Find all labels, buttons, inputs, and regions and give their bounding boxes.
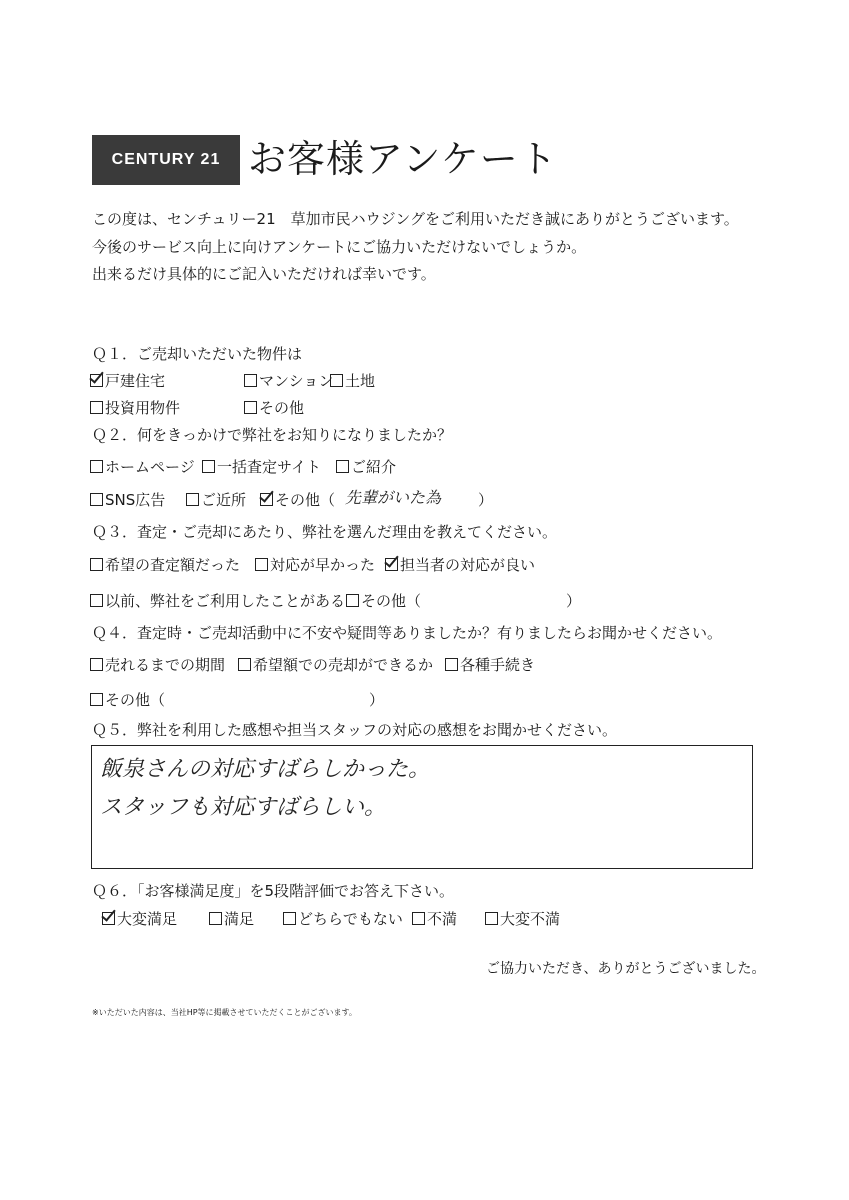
checkbox[interactable] <box>336 460 349 473</box>
checkbox[interactable] <box>346 594 359 607</box>
checkbox[interactable] <box>90 658 103 671</box>
q6-option-satisfied[interactable]: 満足 <box>209 908 254 929</box>
q6-option-neutral[interactable]: どちらでもない <box>283 908 403 929</box>
q2-option-introduction[interactable]: ご紹介 <box>336 456 396 477</box>
q4-option-docs[interactable]: 各種手続き <box>445 654 535 675</box>
checkbox[interactable] <box>330 374 343 387</box>
q5-handwritten-line-1: 飯泉さんの対応すばらしかった。 <box>100 757 431 782</box>
q3-option-staff[interactable]: 担当者の対応が良い <box>385 554 535 575</box>
q2-option-neighbor[interactable]: ご近所 <box>186 489 246 510</box>
q4-question: Ｑ４．査定時・ご売却活動中に不安や疑問等ありましたか？有りましたらお聞かせください。 <box>92 624 723 642</box>
q6-option-very-dissatisfied[interactable]: 大変不満 <box>485 908 560 929</box>
q2-close-paren: ） <box>478 491 494 509</box>
q1-option-invest[interactable]: 投資用物件 <box>90 397 180 418</box>
q3-option-other[interactable]: その他（ <box>346 590 421 611</box>
checkbox[interactable] <box>244 401 257 414</box>
q2-option-homepage[interactable]: ホームページ <box>90 456 195 477</box>
q4-option-price[interactable]: 希望額での売却ができるか <box>238 654 433 675</box>
logo-text: CENTURY 21 <box>111 151 221 168</box>
checkbox[interactable] <box>238 658 251 671</box>
q3-question: Ｑ３．査定・ご売却にあたり、弊社を選んだ理由を教えてください。 <box>92 523 558 541</box>
checkbox[interactable] <box>445 658 458 671</box>
checkbox[interactable] <box>90 558 103 571</box>
thanks-message: ご協力いただき、ありがとうございました。 <box>486 961 766 977</box>
checkbox[interactable] <box>90 594 103 607</box>
q5-handwritten-line-2: スタッフも対応すばらしい。 <box>100 795 387 820</box>
q6-option-very-satisfied[interactable]: 大変満足 <box>102 908 177 929</box>
q6-option-dissatisfied[interactable]: 不満 <box>412 908 457 929</box>
q2-option-bulk-site[interactable]: 一括査定サイト <box>202 456 321 477</box>
q3-option-before[interactable]: 以前、弊社をご利用したことがある <box>90 590 345 611</box>
q1-option-mansion[interactable]: マンション <box>244 370 333 391</box>
q2-other-handwritten: 先輩がいた為 <box>345 488 442 507</box>
checkbox[interactable] <box>90 460 103 473</box>
century21-logo <box>92 135 240 185</box>
checkbox[interactable] <box>485 912 498 925</box>
q3-option-price[interactable]: 希望の査定額だった <box>90 554 240 575</box>
q1-option-land[interactable]: 土地 <box>330 370 375 391</box>
q2-option-sns[interactable]: SNS広告 <box>90 489 165 510</box>
checkbox[interactable] <box>283 912 296 925</box>
checkbox[interactable] <box>90 493 103 506</box>
checkbox[interactable] <box>244 374 257 387</box>
checkbox[interactable] <box>90 401 103 414</box>
q3-close-paren: ） <box>566 592 582 610</box>
q4-option-period[interactable]: 売れるまでの期間 <box>90 654 225 675</box>
intro-line-2: 今後のサービス向上に向けアンケートにご協力いただけないでしょうか。 <box>92 238 587 256</box>
q1-question: Ｑ１．ご売却いただいた物件は <box>92 345 303 363</box>
intro-line-3: 出来るだけ具体的にご記入いただければ幸いです。 <box>92 265 436 283</box>
q4-close-paren: ） <box>369 691 385 709</box>
q5-question: Ｑ５．弊社を利用した感想や担当スタッフの対応の感想をお聞かせください。 <box>92 721 618 739</box>
q2-question: Ｑ２．何をきっかけで弊社をお知りになりましたか？ <box>92 426 453 444</box>
footer-note: ※いただいた内容は、当社HP等に掲載させていただくことがございます。 <box>92 1008 357 1017</box>
q1-option-other[interactable]: その他 <box>244 397 304 418</box>
checkbox-checked[interactable] <box>90 374 103 387</box>
q6-question: Ｑ６．「お客様満足度」を5段階評価でお答え下さい。 <box>92 882 455 900</box>
q2-option-other[interactable]: その他（ <box>260 489 335 510</box>
checkbox[interactable] <box>202 460 215 473</box>
checkbox[interactable] <box>255 558 268 571</box>
checkbox[interactable] <box>90 693 103 706</box>
q4-option-other[interactable]: その他（ <box>90 689 165 710</box>
checkbox-checked[interactable] <box>260 493 273 506</box>
intro-line-1: この度は、センチュリー21 草加市民ハウジングをご利用いただき誠にありがとうございます。 <box>92 210 739 228</box>
checkbox-checked[interactable] <box>102 912 115 925</box>
checkbox[interactable] <box>186 493 199 506</box>
checkbox[interactable] <box>412 912 425 925</box>
checkbox[interactable] <box>209 912 222 925</box>
q3-option-fast[interactable]: 対応が早かった <box>255 554 375 575</box>
page-title: お客様アンケート <box>248 137 558 181</box>
checkbox-checked[interactable] <box>385 558 398 571</box>
q1-option-house[interactable]: 戸建住宅 <box>90 370 165 391</box>
